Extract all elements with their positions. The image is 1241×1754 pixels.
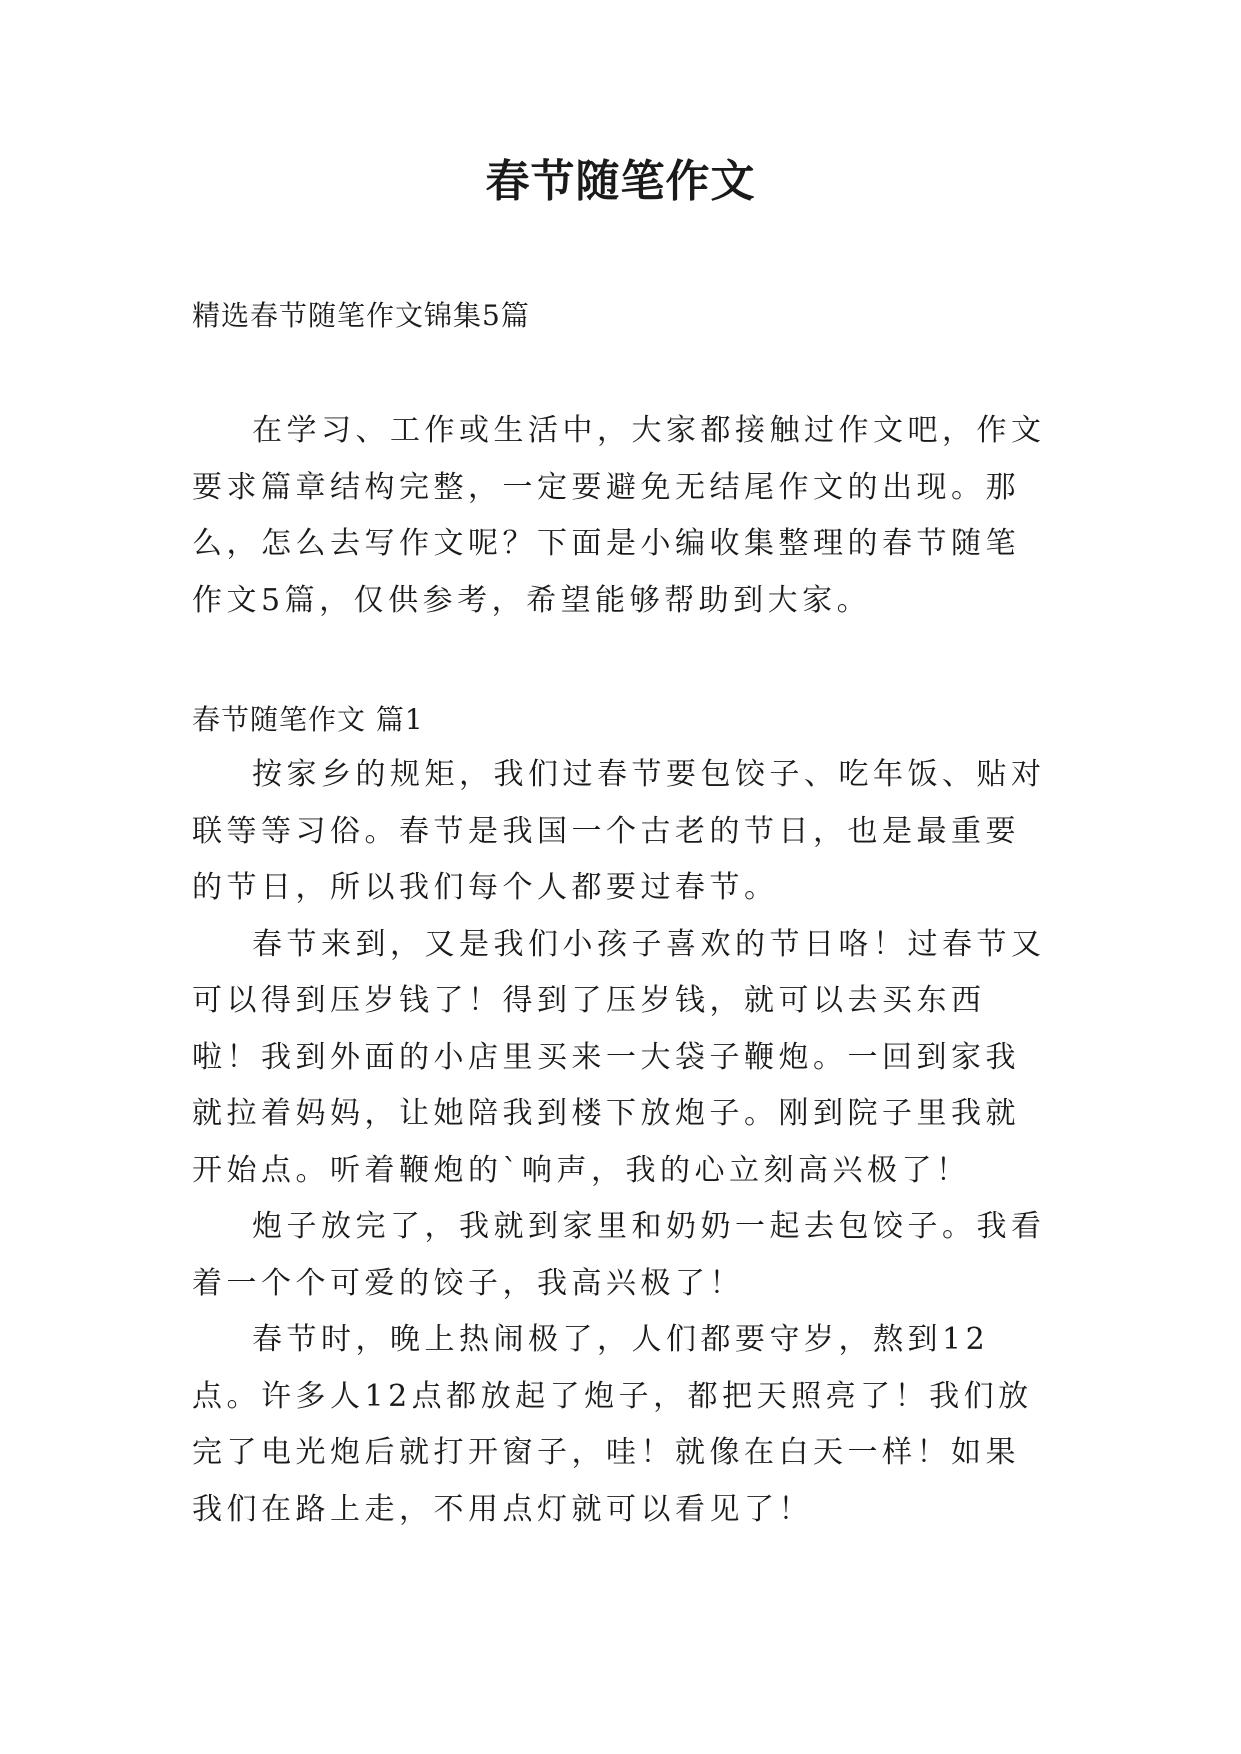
intro-block	[192, 403, 1054, 629]
document-title: 春节随笔作文	[485, 156, 756, 207]
essay-paragraph: 春节来到，又是我们小孩子喜欢的节日咯！过春节又可以得到压岁钱了！得到了压岁钱，就可以去买东西啦！我到外面的小店里买来一大袋子鞭炮。一回到家我就拉着妈妈，让她陪我到楼下放炮子。刚到院子里我就开始点。听着鞭炮的`响声，我的心立刻高兴极了！	[192, 926, 1046, 1188]
document-subtitle: 精选春节随笔作文锦集5篇	[192, 299, 530, 332]
intro-paragraph: 在学习、工作或生活中，大家都接触过作文吧，作文要求篇章结构完整，一定要避免无结尾作文的出现。那么，怎么去写作文呢？下面是小编收集整理的春节随笔作文5篇，仅供参考，希望能够帮助到大家。	[192, 413, 1046, 618]
essay-body	[192, 747, 1054, 1538]
essay-paragraph: 炮子放完了，我就到家里和奶奶一起去包饺子。我看着一个个可爱的饺子，我高兴极了！	[192, 1209, 1046, 1301]
essay-paragraph: 按家乡的规矩，我们过春节要包饺子、吃年饭、贴对联等等习俗。春节是我国一个古老的节日，也是最重要的节日，所以我们每个人都要过春节。	[192, 757, 1046, 905]
essay-paragraph: 春节时，晚上热闹极了，人们都要守岁，熬到12点。许多人12点都放起了炮子，都把天照亮了！我们放完了电光炮后就打开窗子，哇！就像在白天一样！如果我们在路上走，不用点灯就可以看见了！	[192, 1322, 1033, 1527]
section-heading: 春节随笔作文 篇1	[192, 703, 424, 736]
